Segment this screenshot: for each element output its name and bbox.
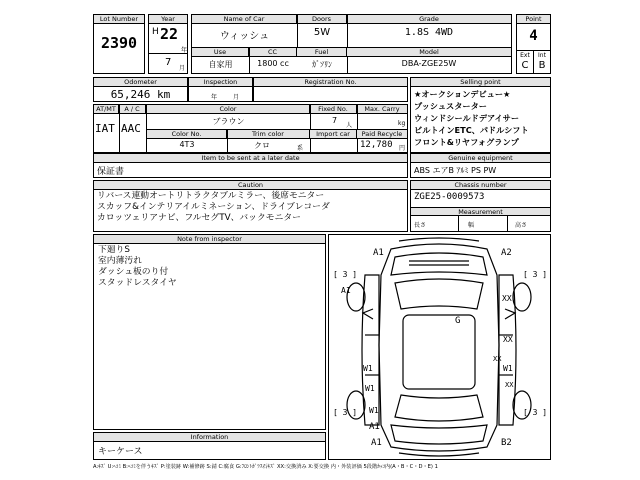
ac-value: AAC <box>121 122 141 135</box>
lot-number-box <box>93 14 145 74</box>
diagram-mark-w1-rear-right: W1 <box>365 384 375 393</box>
recycle-value: 12,780 <box>360 140 393 150</box>
diagram-mark-xx-roof: XX <box>502 294 512 303</box>
maxcarry-label: Max. Carry <box>357 105 407 114</box>
later-date-label: Item to be sent at a later date <box>94 154 407 163</box>
information-box <box>93 432 326 460</box>
odometer-box <box>93 77 188 102</box>
length-label: 長さ <box>414 222 427 229</box>
equipment-value: ABS エアB ｱﾙﾐ PS PW <box>414 166 497 175</box>
grade-value: 1.8S 4WD <box>404 27 454 38</box>
fixed-unit: 人 <box>346 122 353 129</box>
diagram-mark-xx-right-panel: XX <box>503 335 513 344</box>
equipment-label: Genuine equipment <box>411 154 550 163</box>
selling-point-4: ビルトインETC、パドルシフト <box>414 125 529 135</box>
grade-label: Grade <box>347 15 511 24</box>
car-diagram-box <box>328 234 551 460</box>
ext-label: Ext <box>520 52 530 59</box>
cc-label: CC <box>249 48 297 57</box>
odometer-label: Odometer <box>94 78 187 87</box>
fuel-value: ｶﾞｿﾘﾝ <box>312 60 332 69</box>
import-label: Import car <box>310 130 357 139</box>
selling-point-box <box>410 77 551 153</box>
doors-label: Doors <box>297 15 347 24</box>
color-label: Color <box>147 105 310 114</box>
inspection-month: 月 <box>233 94 240 101</box>
year-era: H <box>152 27 159 37</box>
equipment-box <box>410 153 551 178</box>
doors-value: 5W <box>313 27 331 38</box>
caution-line-1: リバース連動オートリトラクタブルミラー、後席モニター <box>97 191 325 201</box>
ac-label: A / C <box>119 105 146 114</box>
registration-label: Registration No. <box>254 78 407 87</box>
later-date-value: 保証書 <box>97 167 125 177</box>
specs-box <box>93 104 408 153</box>
diagram-mark-3-left-front: [ 3 ] <box>333 270 358 279</box>
selling-point-2: プッシュスターター <box>414 101 487 111</box>
information-value: キーケース <box>98 447 143 457</box>
measurement-label: Measurement <box>411 207 550 216</box>
color-value: ブラウン <box>212 117 245 126</box>
inspector-line-2: 室内薄汚れ <box>98 256 142 266</box>
diagram-mark-a1-left-panel: A1 <box>341 286 351 295</box>
caution-box <box>93 180 408 232</box>
recycle-label: Paid Recycle <box>357 130 407 139</box>
odometer-value: 65,246 km <box>110 88 171 101</box>
diagram-mark-xx-rear-right-1: XX <box>505 381 514 389</box>
inspection-label: Inspection <box>189 78 252 87</box>
point-label: Point <box>517 15 550 24</box>
registration-box <box>253 77 408 102</box>
use-value: 自家用 <box>208 60 233 69</box>
fixed-label: Fixed No. <box>310 105 357 114</box>
caution-label: Caution <box>94 181 407 190</box>
use-label: Use <box>192 48 249 57</box>
car-diagram <box>329 235 550 459</box>
inspector-line-3: ダッシュ板のり付 <box>98 267 169 277</box>
diagram-mark-a1-rear-left: A1 <box>369 422 380 432</box>
selling-point-1: ★オークションデビュー★ <box>414 89 511 99</box>
lot-number-value: 2390 <box>100 34 138 52</box>
trim-suffix: 系 <box>297 145 304 152</box>
later-date-box <box>93 153 408 178</box>
name-value: ウィッシュ <box>219 31 270 42</box>
trim-value: クロ <box>254 141 270 150</box>
caution-line-2: スカッフ&インテリアイルミネーション、ドライブレコーダ <box>97 202 330 212</box>
lot-number-label: Lot Number <box>94 15 144 24</box>
year-value: 22 <box>160 25 179 43</box>
trim-label: Trim color <box>227 130 310 139</box>
chassis-box <box>410 180 551 232</box>
information-label: Information <box>94 433 325 442</box>
diagram-mark-w1-right-mid: W1 <box>503 364 513 373</box>
year-box <box>148 14 188 74</box>
diagram-mark-g-windshield: G <box>455 316 461 326</box>
model-label: Model <box>347 48 511 57</box>
legend-text: A:ｷｽﾞ U:ﾍｺﾐ B:ﾍｺﾐを伴うｷｽﾞ P:塗装跡 W:補修跡 S:錆 C:腐食 G:ﾌﾛﾝﾄｶﾞﾗｽ石ｷｽﾞ XX:交換済み X:要交換 内・外装評価 5段階ｶｯｺ内(A・B・C・D・E) 1 <box>93 464 438 470</box>
inspector-line-1: 下廻りS <box>98 245 130 255</box>
caution-line-3: カロッツェリアナビ、フルセグTV、バックモニター <box>97 213 301 223</box>
diagram-mark-a2-front-right: A2 <box>501 248 512 258</box>
ext-value: C <box>521 60 529 71</box>
int-label: Int <box>538 52 546 59</box>
year-suffix: 年 <box>181 47 188 54</box>
diagram-mark-xx-rear-right-2: XX <box>493 355 502 363</box>
fixed-value: 7 <box>332 116 338 125</box>
name-doors-grade-box <box>191 14 512 74</box>
point-value: 4 <box>529 28 538 44</box>
maxcarry-unit: kg <box>398 120 406 127</box>
diagram-mark-3-right-rear: [ 3 ] <box>523 408 548 417</box>
month-value: 7 <box>165 57 172 68</box>
year-label: Year <box>149 15 187 24</box>
diagram-mark-w1-left-rear: W1 <box>369 406 379 415</box>
diagram-mark-b2-rear-right: B2 <box>501 438 512 448</box>
chassis-label: Chassis number <box>411 181 550 190</box>
cc-value: 1800 cc <box>257 59 289 68</box>
month-suffix: 月 <box>179 65 186 72</box>
fuel-label: Fuel <box>297 48 347 57</box>
colorno-value: 4T3 <box>179 140 195 149</box>
inspector-line-4: スタッドレスタイヤ <box>98 278 177 288</box>
inspection-box <box>188 77 253 102</box>
diagram-mark-3-right-front: [ 3 ] <box>523 270 548 279</box>
colorno-label: Color No. <box>147 130 227 139</box>
diagram-mark-a1-front-left: A1 <box>373 248 384 258</box>
selling-point-label: Selling point <box>411 78 550 87</box>
atmt-label: AT/MT <box>94 105 119 114</box>
selling-point-3: ウィンドシールドデアイサー <box>414 113 520 123</box>
recycle-unit: 円 <box>399 145 406 152</box>
chassis-value: ZGE25-0009573 <box>414 192 485 202</box>
diagram-mark-w1-left-mid: W1 <box>363 364 373 373</box>
model-value: DBA-ZGE25W <box>401 59 457 68</box>
inspector-box <box>93 234 326 430</box>
height-label: 高さ <box>515 222 528 229</box>
inspection-year: 年 <box>211 94 218 101</box>
selling-point-5: フロント&リヤフォグランプ <box>414 137 519 147</box>
width-label: 幅 <box>468 222 475 229</box>
diagram-mark-3-left-rear: [ 3 ] <box>333 408 358 417</box>
name-label: Name of Car <box>192 15 297 24</box>
int-value: B <box>538 60 546 71</box>
inspector-label: Note from inspector <box>94 235 325 244</box>
point-box <box>516 14 551 74</box>
atmt-value: IAT <box>95 122 115 135</box>
diagram-mark-a1-rear-bumper: A1 <box>371 438 382 448</box>
